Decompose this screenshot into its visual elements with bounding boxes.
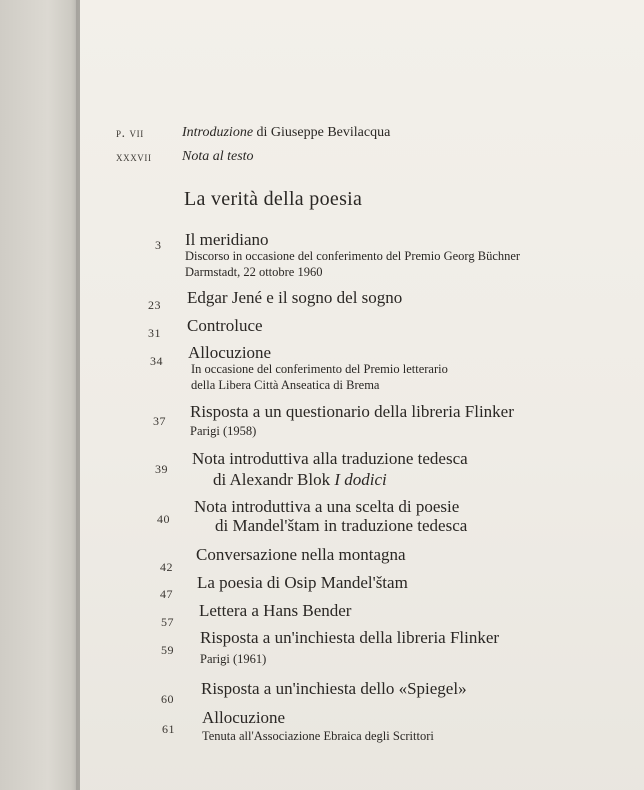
toc-title: Risposta a un questionario della libreria Flinker [190,402,514,421]
toc-title: Allocuzione [188,343,272,362]
toc-title: Il meridiano [185,230,269,249]
toc-subtitle: In occasione del conferimento del Premio letterario [191,362,448,376]
toc-subtitle: Darmstadt, 22 ottobre 1960 [185,265,323,279]
toc-title-italic: I dodici [334,470,387,489]
toc-page-number: 39 [155,462,168,476]
section-title: La verità della poesia [184,188,363,210]
toc-page-number: 61 [162,722,175,736]
toc-page-number: 34 [150,354,163,368]
toc-title-line2: di Alexandr Blok [213,470,335,489]
toc-page-number: 42 [160,560,173,574]
toc-page-number: 57 [161,615,174,629]
toc-title: La poesia di Osip Mandel'štam [197,573,408,592]
toc-page-number: p. vii [116,125,144,140]
toc-title-continued [213,470,387,490]
toc-page-number: 47 [160,587,173,601]
toc-page-number: xxxvii [116,149,152,164]
toc-title: Allocuzione [202,708,286,727]
toc-page-number: 23 [148,298,161,312]
toc-subtitle: Parigi (1958) [190,424,257,438]
toc-title: Conversazione nella montagna [196,545,406,564]
toc-subtitle: Tenuta all'Associazione Ebraica degli Scrittori [202,729,434,743]
toc-subtitle: della Libera Città Anseatica di Brema [191,378,380,392]
toc-title [182,123,390,143]
toc-title: Nota introduttiva alla traduzione tedesca [192,449,468,468]
toc-title: Nota al testo [182,149,254,164]
toc-title: Lettera a Hans Bender [199,601,352,620]
toc-title: Nota introduttiva a una scelta di poesie [194,497,460,516]
toc-title-continued: di Mandel'štam in traduzione tedesca [215,516,468,535]
toc-subtitle: Parigi (1961) [200,652,267,666]
toc-title-italic: Introduzione [182,125,254,140]
toc-title: Risposta a un'inchiesta della libreria Flinker [200,628,500,647]
toc-title: Risposta a un'inchiesta dello «Spiegel» [201,679,467,698]
toc-page-number: 31 [148,326,161,340]
toc-page-number: 37 [153,414,166,428]
toc-page-number: 3 [155,238,162,252]
toc-title: Edgar Jené e il sogno del sogno [187,288,403,307]
toc-title: Controluce [187,316,263,335]
toc-title-rest: di Giuseppe Bevilacqua [253,125,391,140]
toc-page-number: 40 [157,512,170,526]
toc-subtitle: Discorso in occasione del conferimento del Premio Georg Büchner [185,249,521,263]
toc-page-number: 60 [161,692,174,706]
toc-page-number: 59 [161,643,174,657]
